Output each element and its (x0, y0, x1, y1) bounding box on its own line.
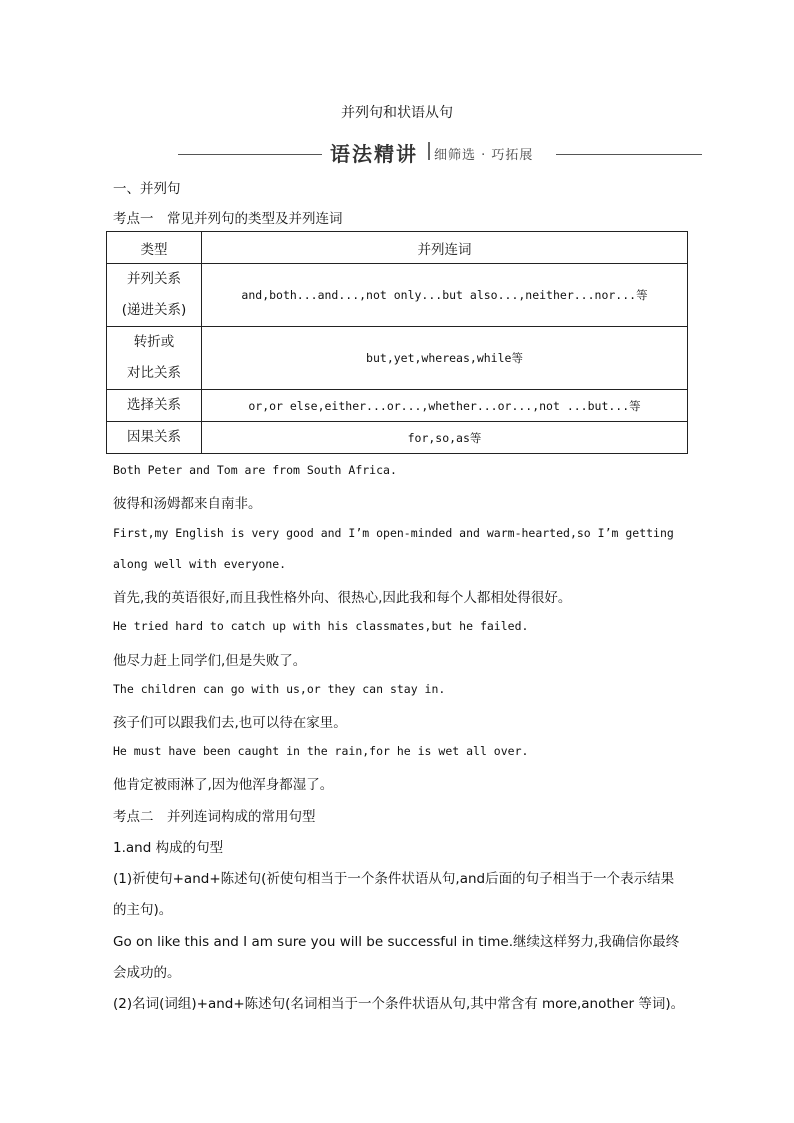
section-heading: 一、并列句 (113, 181, 181, 197)
conjunction-cell: or,or else,either...or...,whether...or...,not ...but...等 (202, 390, 688, 422)
page-title: 并列句和状语从句 (341, 105, 453, 121)
section-banner (178, 136, 704, 166)
example-chinese: 孩子们可以跟我们去,也可以待在家里。 (113, 715, 347, 731)
example-english: He tried hard to catch up with his classmates,but he failed. (113, 619, 529, 633)
type-line: 对比关系 (127, 365, 181, 381)
example-chinese: 彼得和汤姆都来自南非。 (113, 496, 262, 512)
conjunction-table (106, 231, 688, 454)
banner-divider-right (556, 154, 702, 155)
banner-separator (428, 142, 430, 160)
conjunction-cell: and,both...and...,not only...but also...,neither...nor...等 (202, 264, 688, 327)
banner-main-text: 语法精讲 (330, 142, 418, 166)
example-chinese: 首先,我的英语很好,而且我性格外向、很热心,因此我和每个人都相处得很好。 (113, 590, 572, 606)
header-type: 类型 (107, 232, 202, 264)
point-heading-2: 考点二 并列连词构成的常用句型 (113, 809, 316, 825)
type-cell (107, 264, 202, 327)
example-english: The children can go with us,or they can stay in. (113, 682, 446, 696)
point-heading-1: 考点一 常见并列句的类型及并列连词 (113, 211, 343, 227)
example-english: First,my English is very good and I’m open-minded and warm-hearted,so I’m getting (113, 526, 674, 540)
table-row (107, 327, 688, 390)
pattern-text: (1)祈使句+and+陈述句(祈使句相当于一个条件状语从句,and后面的句子相当于一个表示结果 (113, 871, 675, 887)
type-line: 转折或 (133, 334, 175, 350)
type-cell (107, 327, 202, 390)
example-chinese: 他肯定被雨淋了,因为他浑身都湿了。 (113, 777, 334, 793)
header-conjunctions: 并列连词 (202, 232, 688, 264)
type-line: (递进关系) (121, 302, 187, 318)
example-english: along well with everyone. (113, 557, 287, 571)
subheading: 1.and 构成的句型 (113, 840, 224, 856)
example-english: Both Peter and Tom are from South Africa. (113, 463, 397, 477)
conjunction-cell: for,so,as等 (202, 422, 688, 454)
type-cell: 选择关系 (107, 390, 202, 422)
table-row (107, 422, 688, 454)
banner-sub-text: 细筛选 · 巧拓展 (434, 148, 534, 163)
table-row (107, 264, 688, 327)
pattern-example: Go on like this and I am sure you will be successful in time.继续这样努力,我确信你最终 (113, 934, 680, 950)
table-header-row (107, 232, 688, 264)
table-row (107, 390, 688, 422)
example-chinese: 他尽力赶上同学们,但是失败了。 (113, 653, 307, 669)
pattern-example: 会成功的。 (113, 965, 181, 981)
conjunction-cell: but,yet,whereas,while等 (202, 327, 688, 390)
type-cell: 因果关系 (107, 422, 202, 454)
pattern-text: (2)名词(词组)+and+陈述句(名词相当于一个条件状语从句,其中常含有 more,another 等词)。 (113, 996, 685, 1012)
example-english: He must have been caught in the rain,for he is wet all over. (113, 744, 529, 758)
type-line: 并列关系 (127, 271, 181, 287)
pattern-text: 的主句)。 (113, 902, 173, 918)
banner-divider-left (178, 154, 322, 155)
